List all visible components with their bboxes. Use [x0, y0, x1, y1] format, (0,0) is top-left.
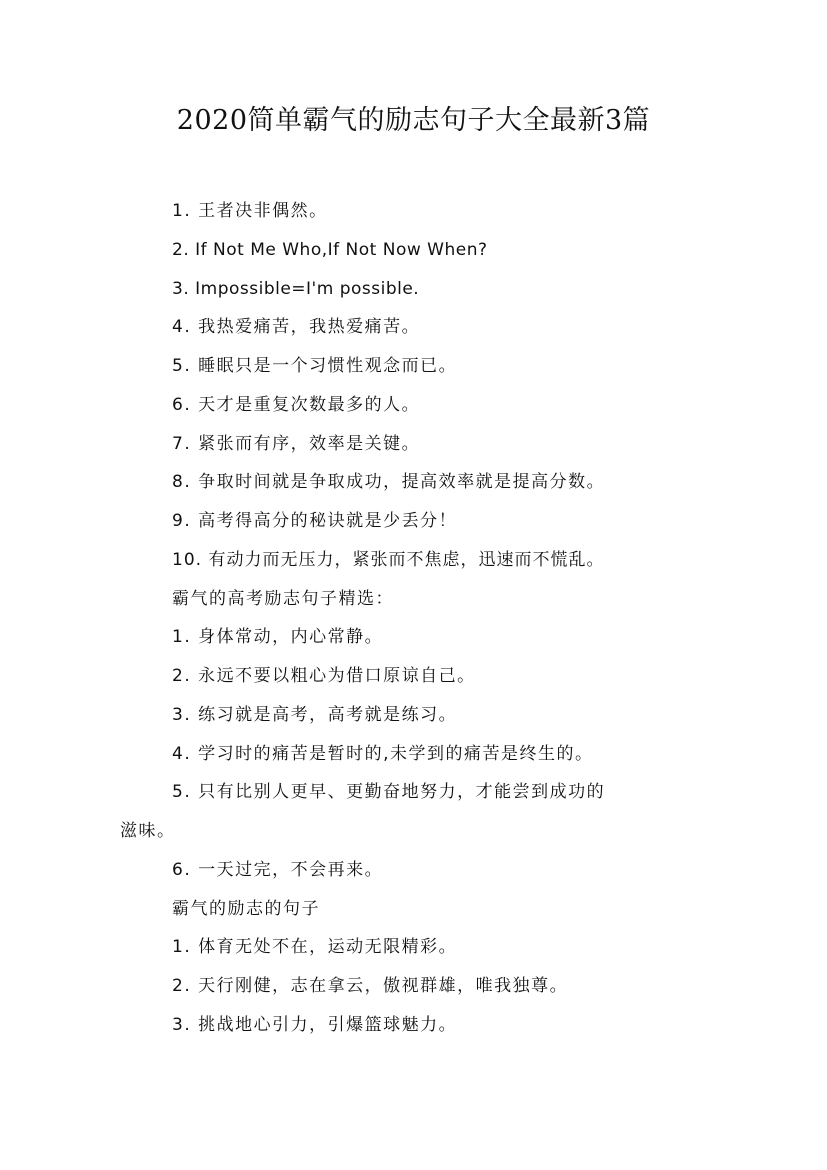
- text-line: 8. 争取时间就是争取成功，提高效率就是提高分数。: [172, 472, 606, 493]
- text-line: 1. 体育无处不在，运动无限精彩。: [172, 937, 458, 958]
- text-line-continuation: 滋味。: [120, 821, 176, 841]
- text-line: 6. 一天过完，不会再来。: [172, 859, 384, 880]
- text-line: 5. 只有比别人更早、更勤奋地努力，才能尝到成功的: [172, 782, 606, 803]
- text-line: 7. 紧张而有序，效率是关键。: [172, 433, 421, 454]
- text-line: 2. If Not Me Who,If Not Now When?: [172, 239, 488, 260]
- text-line: 1. 身体常动，内心常静。: [172, 627, 384, 648]
- text-line: 1. 王者决非偶然。: [172, 201, 328, 221]
- text-line: 3. 挑战地心引力，引爆篮球魅力。: [172, 1014, 458, 1035]
- text-line: 3. Impossible=I'm possible.: [172, 278, 420, 299]
- text-line: 10. 有动力而无压力，紧张而不焦虑，迅速而不慌乱。: [172, 549, 605, 570]
- text-line: 4. 学习时的痛苦是暂时的,未学到的痛苦是终生的。: [172, 743, 594, 764]
- document-title: 2020简单霸气的励志句子大全最新3篇: [176, 105, 651, 136]
- text-line: 6. 天才是重复次数最多的人。: [172, 394, 421, 415]
- text-line: 3. 练习就是高考，高考就是练习。: [172, 704, 458, 725]
- text-line: 9. 高考得高分的秘诀就是少丢分！: [172, 511, 458, 531]
- section-heading: 霸气的励志的句子: [172, 898, 320, 919]
- section-heading: 霸气的高考励志句子精选：: [172, 588, 394, 609]
- text-line: 2. 永远不要以粗心为借口原谅自己。: [172, 666, 476, 686]
- document-body: [0, 192, 827, 1045]
- text-line: 4. 我热爱痛苦，我热爱痛苦。: [172, 317, 421, 338]
- text-line: 5. 睡眠只是一个习惯性观念而已。: [172, 356, 458, 376]
- text-line: 2. 天行刚健，志在拿云，傲视群雄，唯我独尊。: [172, 976, 569, 996]
